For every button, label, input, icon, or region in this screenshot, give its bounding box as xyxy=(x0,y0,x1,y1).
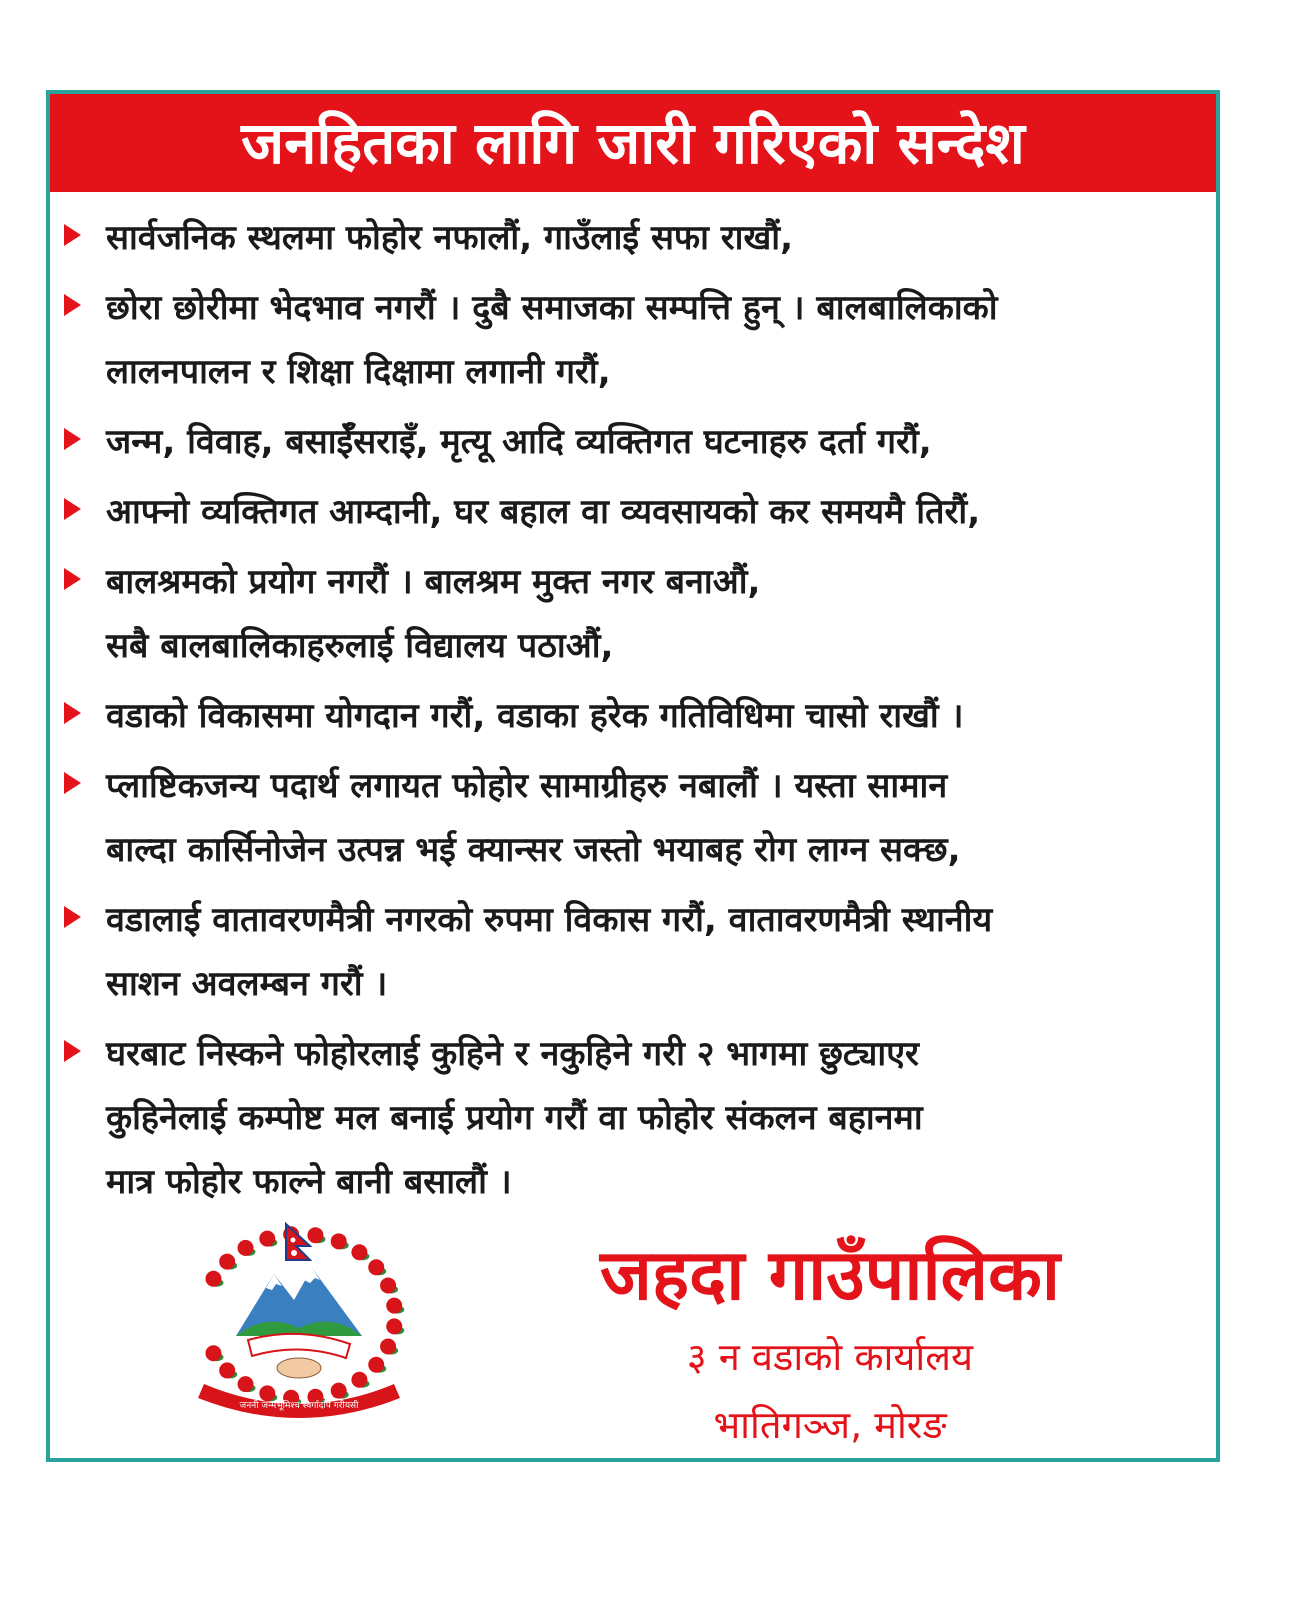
nepal-flag-icon xyxy=(286,1224,310,1260)
triangle-bullet-icon xyxy=(64,294,81,316)
triangle-bullet-icon xyxy=(64,1040,81,1062)
triangle-bullet-icon xyxy=(64,772,81,794)
rhododendron-flower-icon xyxy=(386,1318,402,1334)
message-line: छोरा छोरीमा भेदभाव नगरौं । दुबै समाजका सम्पत्ति हुन् । बालबालिकाको xyxy=(106,288,998,328)
rhododendron-flower-icon xyxy=(380,1277,396,1293)
triangle-bullet-icon xyxy=(64,568,81,590)
office-address: भातिगञ्ज, मोरङ xyxy=(713,1403,947,1447)
rhododendron-flower-icon xyxy=(259,1231,275,1247)
message-line: सबै बालबालिकाहरुलाई विद्यालय पठाऔं, xyxy=(106,626,614,666)
rhododendron-flower-icon xyxy=(219,1362,235,1378)
notice-frame xyxy=(46,90,1220,1462)
message-item xyxy=(64,276,1214,404)
rhododendron-flower-icon xyxy=(386,1298,402,1314)
message-line: सार्वजनिक स्थलमा फोहोर नफालौं, गाउँलाई सफा राखौं, xyxy=(106,218,794,258)
rhododendron-flower-icon xyxy=(219,1254,235,1270)
message-item xyxy=(64,684,1214,748)
emblem-motto: जननी जन्मभूमिश्च स्वर्गादपि गरीयसी xyxy=(239,1401,359,1411)
message-line: घरबाट निस्कने फोहोरलाई कुहिने र नकुहिने गरी २ भागमा छुट्याएर xyxy=(106,1034,919,1074)
message-line: साशन अवलम्बन गरौं । xyxy=(106,964,388,1004)
triangle-bullet-icon xyxy=(64,702,81,724)
triangle-bullet-icon xyxy=(64,906,81,928)
triangle-bullet-icon xyxy=(64,428,81,450)
rhododendron-flower-icon xyxy=(368,1357,384,1373)
rhododendron-flower-icon xyxy=(368,1259,384,1275)
rhododendron-flower-icon xyxy=(205,1271,221,1287)
message-item xyxy=(64,1022,1214,1214)
message-line: लालनपालन र शिक्षा दिक्षामा लगानी गरौं, xyxy=(106,352,611,392)
nepal-national-emblem-icon xyxy=(186,1216,412,1426)
message-item xyxy=(64,550,1214,678)
triangle-bullet-icon xyxy=(64,498,81,520)
message-line: जन्म, विवाह, बसाईँसराइँ, मृत्यू आदि व्यक्तिगत घटनाहरु दर्ता गरौं, xyxy=(106,422,932,462)
message-line: वडाको विकासमा योगदान गरौं, वडाका हरेक गतिविधिमा चासो राखौं । xyxy=(106,696,964,736)
rhododendron-flower-icon xyxy=(351,1244,367,1260)
message-line: आफ्नो व्यक्तिगत आम्दानी, घर बहाल वा व्यवसायको कर समयमै तिरौं, xyxy=(106,492,981,532)
message-item xyxy=(64,206,1214,270)
message-item xyxy=(64,888,1214,1016)
message-line: प्लाष्टिकजन्य पदार्थ लगायत फोहोर सामाग्रीहरु नबालौं । यस्ता सामान xyxy=(106,766,948,806)
rhododendron-flower-icon xyxy=(351,1372,367,1388)
rhododendron-flower-icon xyxy=(307,1227,323,1243)
notice-title-banner: जनहितका लागि जारी गरिएको सन्देश xyxy=(50,94,1216,192)
office-name: जहदा गाउँपालिका xyxy=(599,1234,1061,1316)
rhododendron-flower-icon xyxy=(259,1385,275,1401)
rhododendron-flower-icon xyxy=(331,1383,347,1399)
rhododendron-flower-icon xyxy=(238,1376,254,1392)
message-item xyxy=(64,410,1214,474)
rhododendron-flower-icon xyxy=(380,1339,396,1355)
rhododendron-flower-icon xyxy=(238,1240,254,1256)
message-line: कुहिनेलाई कम्पोष्ट मल बनाई प्रयोग गरौं वा फोहोर संकलन बहानमा xyxy=(106,1098,923,1138)
message-line: मात्र फोहोर फाल्ने बानी बसालौं । xyxy=(106,1162,512,1202)
message-list xyxy=(64,206,1214,1220)
message-line: बालश्रमको प्रयोग नगरौं । बालश्रम मुक्त नगर बनाऔं, xyxy=(106,562,761,602)
message-item xyxy=(64,480,1214,544)
office-ward: ३ न वडाको कार्यालय xyxy=(686,1335,974,1379)
triangle-bullet-icon xyxy=(64,224,81,246)
message-line: वडालाई वातावरणमैत्री नगरको रुपमा विकास गरौं, वातावरणमैत्री स्थानीय xyxy=(106,900,993,940)
message-item xyxy=(64,754,1214,882)
message-line: बाल्दा कार्सिनोजेन उत्पन्न भई क्यान्सर जस्तो भयाबह रोग लाग्न सक्छ, xyxy=(106,830,961,870)
rhododendron-flower-icon xyxy=(205,1345,221,1361)
rhododendron-flower-icon xyxy=(331,1233,347,1249)
